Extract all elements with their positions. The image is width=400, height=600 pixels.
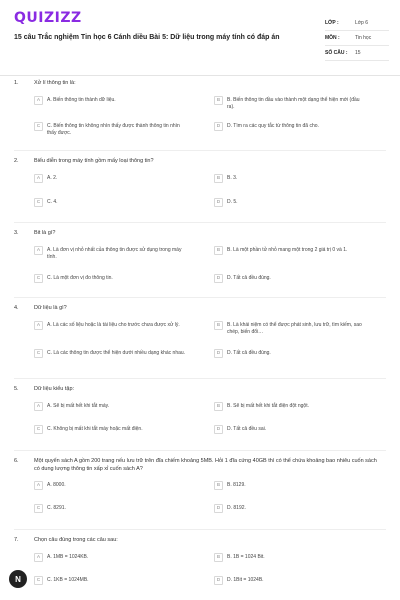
notification-button[interactable]: N <box>9 570 27 588</box>
question-divider <box>14 222 386 223</box>
page-header <box>0 0 400 76</box>
option-text: C. 1KB = 1024MB. <box>47 577 89 583</box>
option-letter-box[interactable]: B <box>214 174 223 183</box>
answer-option-b[interactable] <box>214 482 367 490</box>
question-number: 7. <box>14 537 19 543</box>
option-letter-box[interactable]: D <box>214 504 223 513</box>
option-letter-box[interactable]: C <box>34 504 43 513</box>
question-divider <box>14 529 386 530</box>
question-text: Bit là gì? <box>34 230 56 236</box>
option-letter-box[interactable]: D <box>214 274 223 283</box>
option-letter-box[interactable]: A <box>34 553 43 562</box>
option-text: D. Tất cả đều sai. <box>227 426 267 432</box>
option-text: C. 8291. <box>47 505 66 511</box>
option-text: C. 4. <box>47 199 58 205</box>
option-text: A. 2. <box>47 175 58 181</box>
option-text: B. Biến thông tin đầu vào thành một dạng thể hiện mới (đầu ra). <box>227 97 360 110</box>
answer-option-c[interactable] <box>34 350 187 358</box>
question-number: 4. <box>14 305 19 311</box>
option-letter-box[interactable]: B <box>214 481 223 490</box>
answer-option-a[interactable] <box>34 97 187 105</box>
meta-value: 15 <box>355 50 361 56</box>
option-text: B. Là một phần tử nhỏ mang một trong 2 giá trị 0 và 1. <box>227 247 348 253</box>
question-text: Chọn câu đúng trong các câu sau: <box>34 537 118 543</box>
option-text: D. Tìm ra các quy tắc từ thông tin đã cho. <box>227 123 319 129</box>
option-letter-box[interactable]: A <box>34 246 43 255</box>
question-number: 6. <box>14 458 19 464</box>
question-number: 1. <box>14 80 19 86</box>
question-divider <box>14 297 386 298</box>
meta-row-subject <box>325 31 389 46</box>
question-text: Dữ liệu là gì? <box>34 305 67 311</box>
option-letter-box[interactable]: C <box>34 198 43 207</box>
option-letter-box[interactable]: C <box>34 425 43 434</box>
answer-option-d[interactable] <box>214 577 367 585</box>
option-text: D. 1Bit = 1024B. <box>227 577 264 583</box>
quiz-meta <box>325 16 389 61</box>
answer-option-b[interactable] <box>214 247 367 255</box>
option-text: A. 1MB = 1024KB. <box>47 554 89 560</box>
meta-value: Lớp 6 <box>355 20 369 26</box>
option-letter-box[interactable]: B <box>214 321 223 330</box>
meta-value: Tin học <box>355 35 372 41</box>
answer-option-a[interactable] <box>34 482 187 490</box>
answer-option-d[interactable] <box>214 505 367 513</box>
option-letter-box[interactable]: D <box>214 198 223 207</box>
question-text: Biểu diễn trong máy tính gồm mấy loại thông tin? <box>34 158 154 164</box>
meta-row-class <box>325 16 389 31</box>
question-number: 5. <box>14 386 19 392</box>
option-letter-box[interactable]: C <box>34 349 43 358</box>
answer-option-d[interactable] <box>214 426 367 434</box>
option-text: B. 3. <box>227 175 238 181</box>
option-letter-box[interactable]: B <box>214 553 223 562</box>
meta-row-count <box>325 46 389 61</box>
answer-option-a[interactable] <box>34 322 187 330</box>
option-text: A. Biến thông tin thành dữ liệu. <box>47 97 116 103</box>
answer-option-a[interactable] <box>34 403 187 411</box>
option-text: C. Là một đơn vị đo thông tin. <box>47 275 113 281</box>
answer-option-c[interactable] <box>34 505 187 513</box>
answer-option-c[interactable] <box>34 123 187 136</box>
answer-option-b[interactable] <box>214 403 367 411</box>
option-text: B. 1B = 1024 Bit. <box>227 554 265 560</box>
option-letter-box[interactable]: D <box>214 349 223 358</box>
question-text: Một quyển sách A gồm 200 trang nếu lưu trữ trên đĩa chiếm khoảng 5MB. Hỏi 1 đĩa cứng 40GB thì có thể chứa khoảng bao nhiêu cuốn sách có dung lượng thông tin xấp xỉ cuốn sách A? <box>34 458 377 472</box>
option-letter-box[interactable]: C <box>34 274 43 283</box>
answer-option-c[interactable] <box>34 426 187 434</box>
meta-label: LỚP : <box>325 20 339 26</box>
option-text: D. Tất cả đều đúng. <box>227 350 271 356</box>
meta-label: MÔN : <box>325 35 340 41</box>
option-text: D. 5. <box>227 199 238 205</box>
answer-option-b[interactable] <box>214 97 367 110</box>
answer-option-d[interactable] <box>214 199 367 207</box>
question-text: Xử lí thông tin là: <box>34 80 76 86</box>
answer-option-a[interactable] <box>34 247 187 260</box>
option-letter-box[interactable]: A <box>34 402 43 411</box>
option-text: A. Sẽ bị mất hết khi tắt máy. <box>47 403 110 409</box>
option-text: D. 8192. <box>227 505 246 511</box>
option-letter-box[interactable]: B <box>214 96 223 105</box>
option-text: D. Tất cả đều đúng. <box>227 275 271 281</box>
option-text: A. Là đơn vị nhỏ nhất của thông tin được sử dụng trong máy tính. <box>47 247 182 260</box>
quizizz-logo[interactable]: QUIZIZZ <box>14 10 82 26</box>
option-letter-box[interactable]: D <box>214 122 223 131</box>
option-letter-box[interactable]: D <box>214 576 223 585</box>
option-text: C. Biến thông tin không nhìn thấy được thành thông tin nhìn thấy được. <box>47 123 180 136</box>
question-divider <box>14 150 386 151</box>
question-number: 2. <box>14 158 19 164</box>
option-letter-box[interactable]: B <box>214 402 223 411</box>
option-letter-box[interactable]: D <box>214 425 223 434</box>
option-letter-box[interactable]: A <box>34 321 43 330</box>
answer-option-a[interactable] <box>34 554 187 562</box>
answer-option-d[interactable] <box>214 123 367 131</box>
option-text: A. Là các số liệu hoặc là tài liệu cho trước chưa được xử lý. <box>47 322 180 328</box>
question-divider <box>14 450 386 451</box>
question-text: Dữ liệu kiểu tập: <box>34 386 75 392</box>
option-letter-box[interactable]: A <box>34 174 43 183</box>
answer-option-d[interactable] <box>214 275 367 283</box>
option-letter-box[interactable]: A <box>34 481 43 490</box>
option-text: C. Không bị mất khi tắt máy hoặc mất điện. <box>47 426 143 432</box>
option-text: A. 8000. <box>47 482 66 488</box>
answer-option-c[interactable] <box>34 199 187 207</box>
option-text: B. 8129. <box>227 482 246 488</box>
answer-option-b[interactable] <box>214 322 367 335</box>
option-text: C. Là các thông tin được thể hiện dưới nhiều dạng khác nhau. <box>47 350 186 356</box>
answer-option-c[interactable] <box>34 577 187 585</box>
answer-option-a[interactable] <box>34 175 187 183</box>
option-letter-box[interactable]: A <box>34 96 43 105</box>
answer-option-b[interactable] <box>214 175 367 183</box>
option-text: B. Sẽ bị mất hết khi tắt điện đột ngột. <box>227 403 309 409</box>
page-title: 15 câu Trắc nghiệm Tin học 6 Cánh diều Bài 5: Dữ liệu trong máy tính có đáp án <box>14 34 280 41</box>
answer-option-d[interactable] <box>214 350 367 358</box>
answer-option-b[interactable] <box>214 554 367 562</box>
option-letter-box[interactable]: C <box>34 576 43 585</box>
option-text: B. Là khái niệm có thể được phát sinh, lưu trữ, tìm kiếm, sao chép, biến đổi… <box>227 322 362 335</box>
question-number: 3. <box>14 230 19 236</box>
option-letter-box[interactable]: C <box>34 122 43 131</box>
meta-label: SỐ CÂU : <box>325 50 348 56</box>
question-divider <box>14 378 386 379</box>
option-letter-box[interactable]: B <box>214 246 223 255</box>
answer-option-c[interactable] <box>34 275 187 283</box>
